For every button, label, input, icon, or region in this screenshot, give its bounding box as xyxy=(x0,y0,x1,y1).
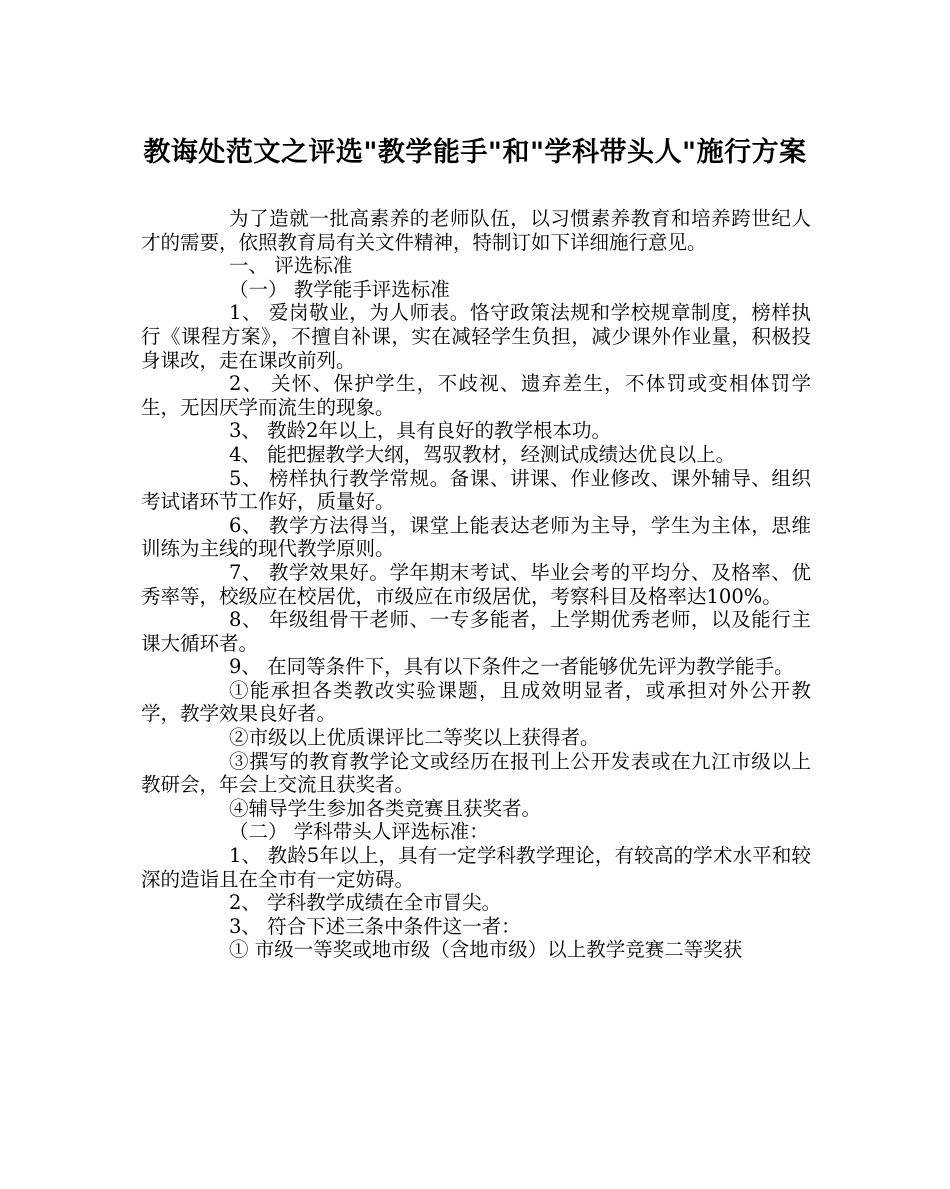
criterion-4: 4、 能把握教学大纲，驾驭教材，经测试成绩达优良以上。 xyxy=(229,442,736,466)
criterion-6: 6、 教学方法得当，课堂上能表达老师为主导，学生为主体，思维训练为主线的现代教学原则。 xyxy=(141,513,811,561)
document-title: 教诲处范文之评选"教学能手"和"学科带头人"施行方案 xyxy=(143,137,807,168)
leader-criterion-2: 2、 学科教学成绩在全市冒尖。 xyxy=(229,891,502,915)
criterion-1: 1、 爱岗敬业，为人师表。恪守政策法规和学校规章制度，榜样执行《课程方案》，不擅自补课，实在减轻学生负担，减少课外作业量，积极投身课改，走在课改前列。 xyxy=(141,301,811,372)
subheading-teaching-expert: （一） 教学能手评选标准 xyxy=(229,277,450,301)
leader-criterion-1: 1、 教龄5年以上，具有一定学科教学理论，有较高的学术水平和较深的造诣且在全市有一定妨碍。 xyxy=(141,844,811,891)
priority-item-4: ④辅导学生参加各类竞赛且获奖者。 xyxy=(229,796,542,820)
criterion-5: 5、 榜样执行教学常规。备课、讲课、作业修改、课外辅导、组织考试诸环节工作好，质量好。 xyxy=(141,466,811,514)
priority-item-1: ①能承担各类教改实验课题，且成效明显者，或承担对外公开教学，教学效果良好者。 xyxy=(141,678,811,726)
criterion-2: 2、 关怀、保护学生，不歧视、遗弃差生，不体罚或变相体罚学生，无因厌学而流生的现象。 xyxy=(141,372,811,419)
criterion-9: 9、 在同等条件下，具有以下条件之一者能够优先评为教学能手。 xyxy=(229,655,794,679)
leader-criterion-3: 3、 符合下述三条中条件这一者： xyxy=(229,914,521,938)
criterion-8: 8、 年级组骨干老师、一专多能者，上学期优秀老师，以及能行主课大循环者。 xyxy=(141,608,811,655)
document-body xyxy=(141,207,811,962)
leader-sub-item-1: ① 市级一等奖或地市级（含地市级）以上教学竞赛二等奖获 xyxy=(229,938,743,962)
heading-selection-criteria: 一、 评选标准 xyxy=(229,254,353,278)
priority-item-2: ②市级以上优质课评比二等奖以上获得者。 xyxy=(229,726,600,750)
paragraph-intro: 为了造就一批高素养的老师队伍，以习惯素养教育和培养跨世纪人才的需要，依照教育局有关文件精神，特制订如下详细施行意见。 xyxy=(141,207,811,254)
criterion-7: 7、 教学效果好。学年期末考试、毕业会考的平均分、及格率、优秀率等，校级应在校居优，市级应在市级居优，考察科目及格率达100%。 xyxy=(141,560,811,608)
criterion-3: 3、 教龄2年以上，具有良好的教学根本功。 xyxy=(229,419,612,443)
subheading-subject-leader: （二） 学科带头人评选标准： xyxy=(229,820,489,844)
priority-item-3: ③撰写的教育教学论文或经历在报刊上公开发表或在九江市级以上教研会，年会上交流且获奖者。 xyxy=(141,749,811,797)
